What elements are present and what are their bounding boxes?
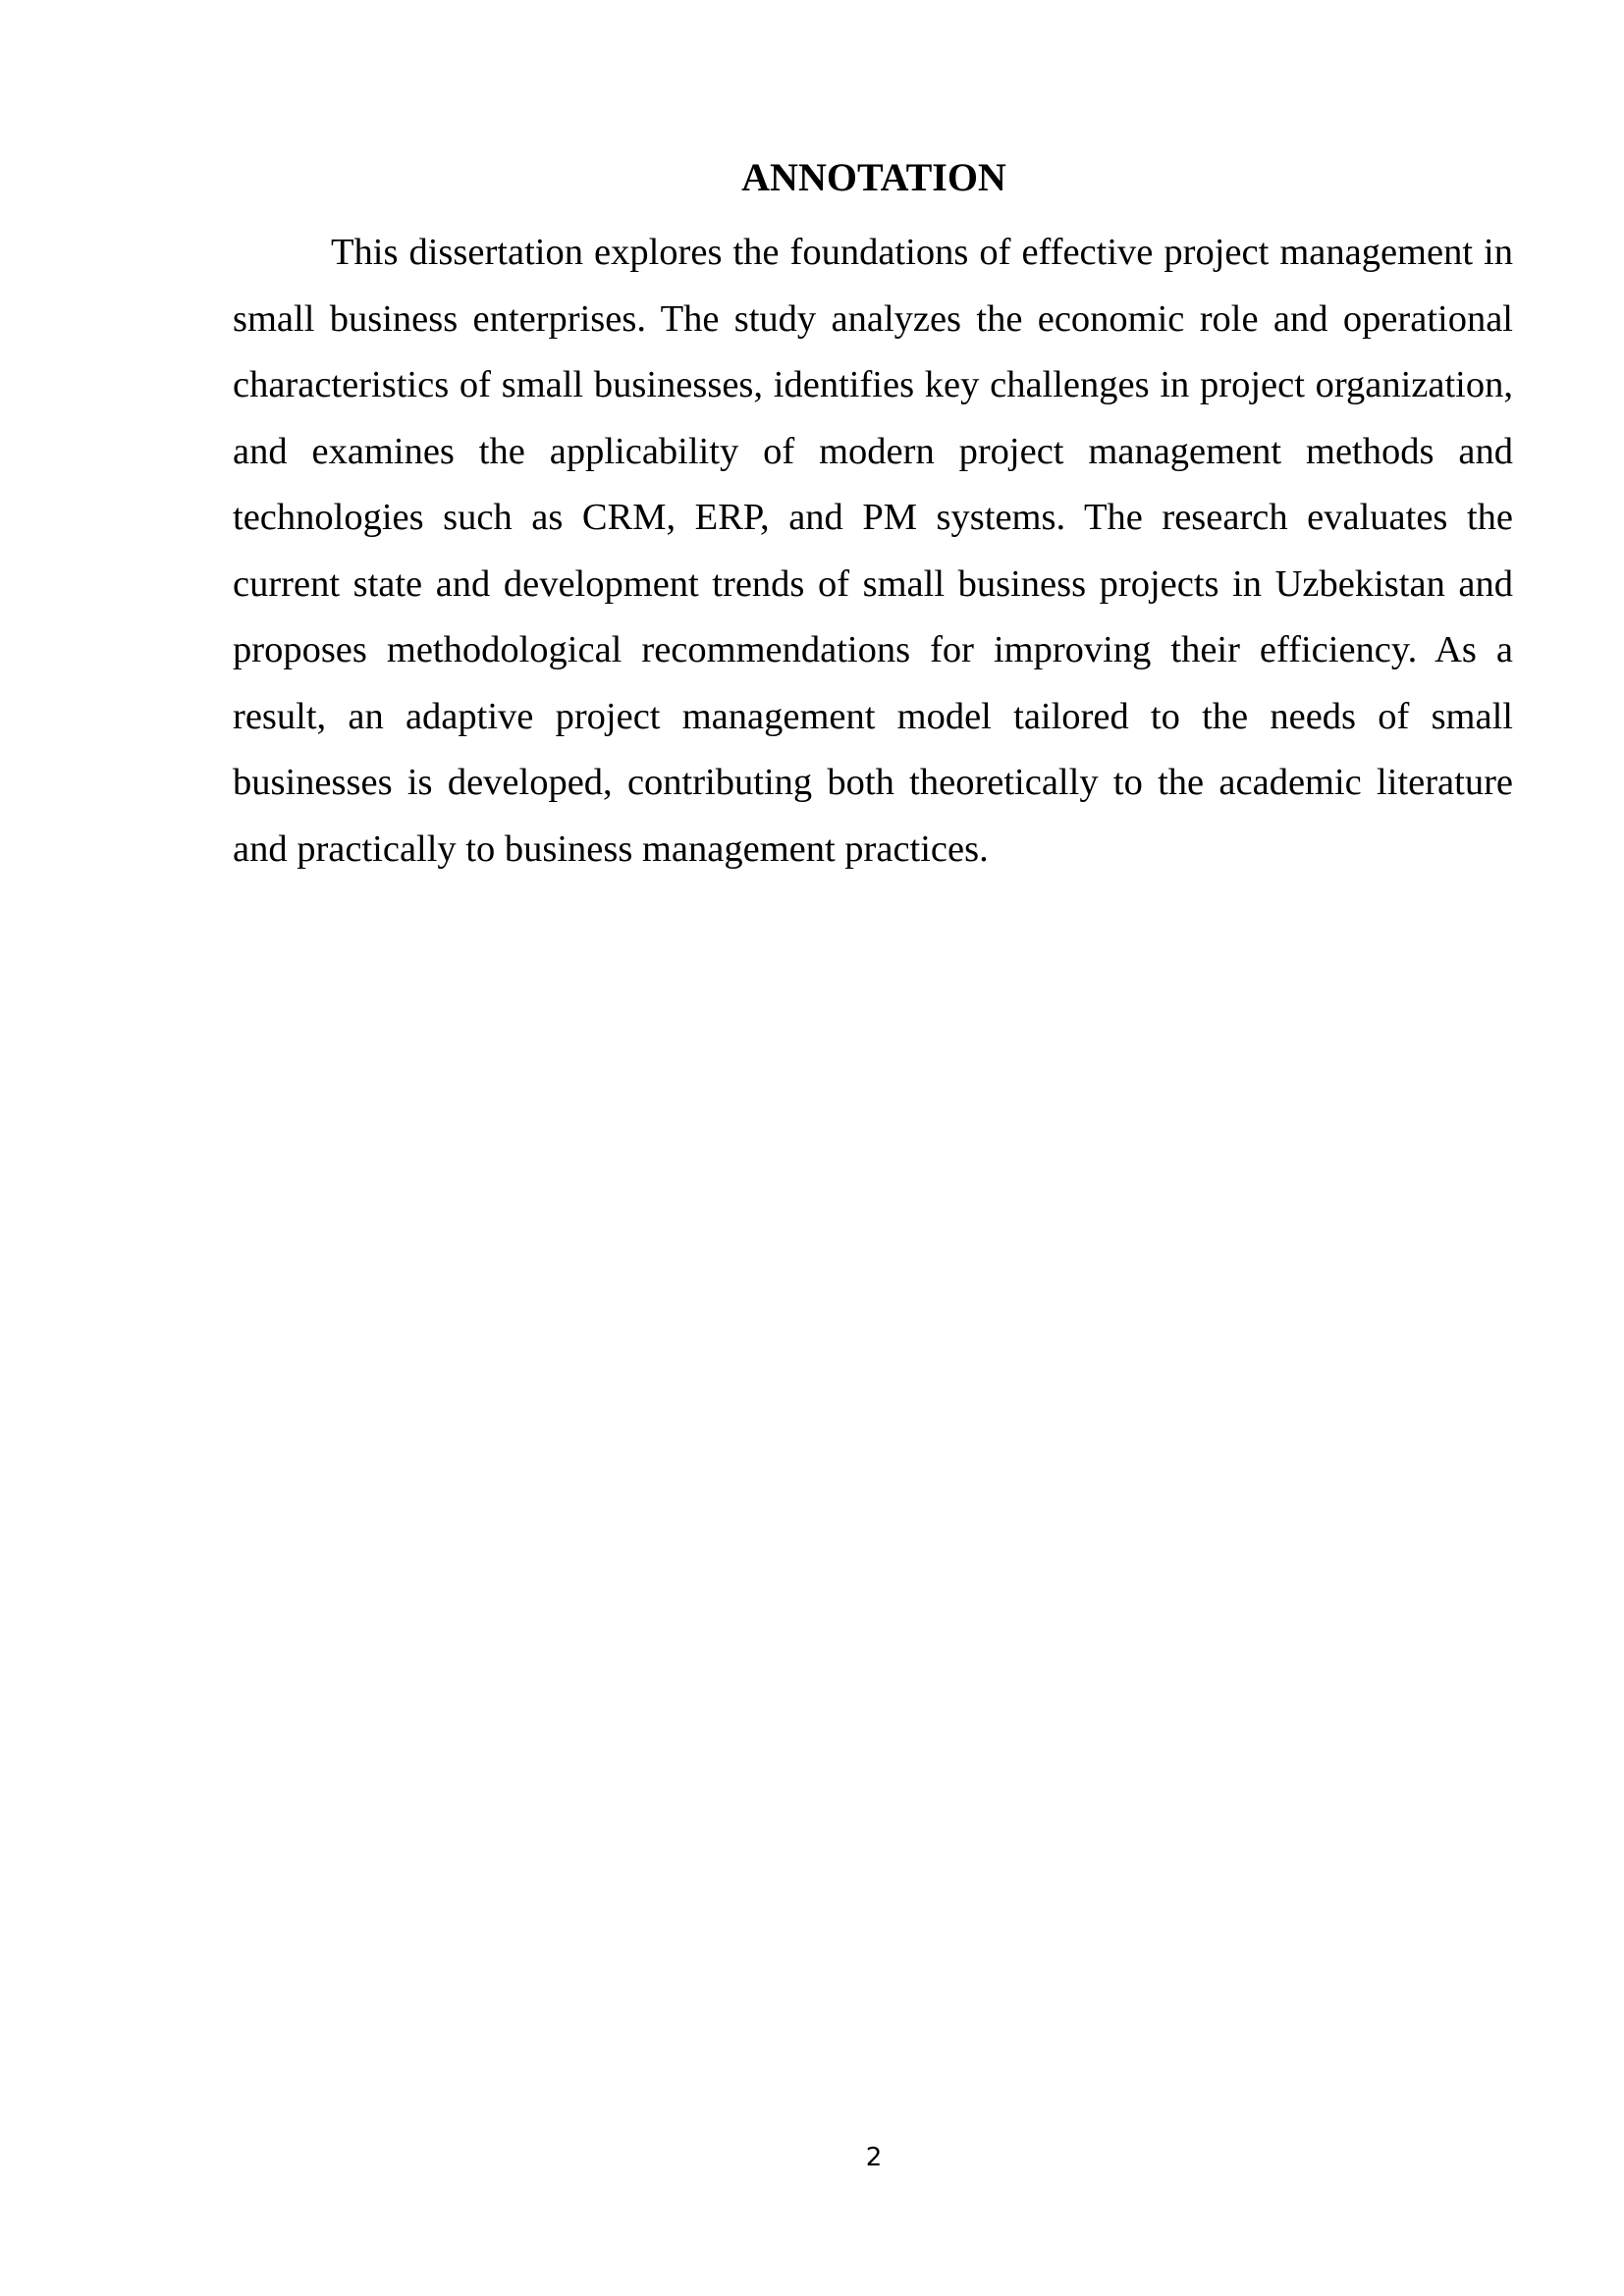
page-title: ANNOTATION xyxy=(741,155,1006,199)
page-number: 2 xyxy=(865,2143,883,2172)
annotation-paragraph: This dissertation explores the foundations of effective project management in small business enterprises. The study analyzes the economic role and operational characteristics of small businesses, identifies key challenges in project organization, and examines the applicability of modern project management methods and technologies such as CRM, ERP, and PM systems. The research evaluates the current state and development trends of small business projects in Uzbekistan and proposes methodological recommendations for improving their efficiency. As a result, an adaptive project management model tailored to the needs of small businesses is developed, contributing both theoretically to the academic literature and practically to business management practices. xyxy=(233,232,1513,870)
